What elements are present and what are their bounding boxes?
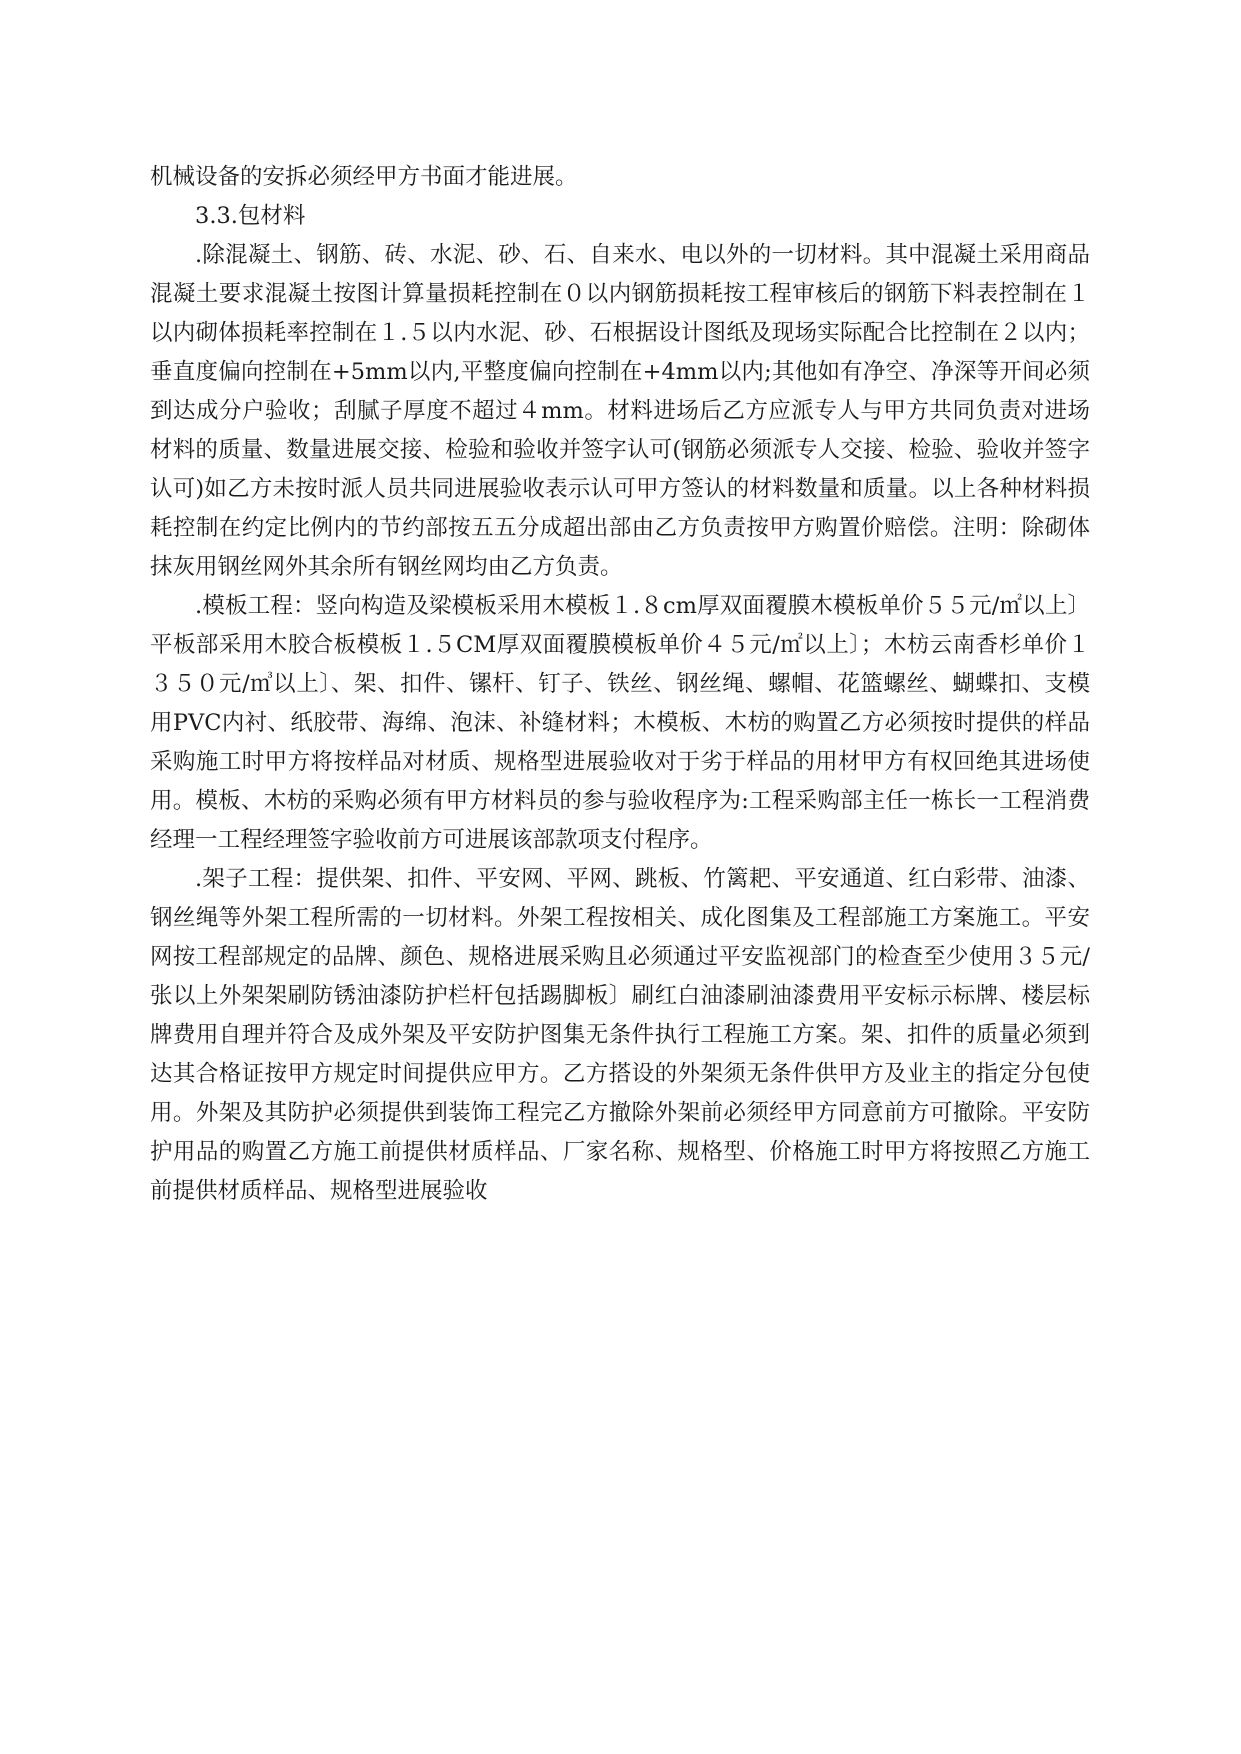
- section-heading: 3.3.包材料: [195, 203, 306, 229]
- paragraph-formwork: .模板工程：竖向构造及梁模板采用木模板１.８cm厚双面覆膜木模板单价５５元/㎡以上〕平板部采用木胶合板模板１.５CM厚双面覆膜模板单价４５元/㎡以上〕；木枋云南香杉单价１３５０元/㎥以上〕、架、扣件、镙杆、钉子、铁丝、钢丝绳、螺帽、花篮螺丝、蝴蝶扣、支模用PVC内衬、纸胶带、海绵、泡沫、补缝材料；木模板、木枋的购置乙方必须按时提供的样品采购施工时甲方将按样品对材质、规格型进展验收对于劣于样品的用材甲方有权回绝其进场使用。模板、木枋的采购必须有甲方材料员的参与验收程序为:工程采购部主任一栋长一工程消费经理一工程经理签字验收前方可进展该部款项支付程序。: [150, 593, 1090, 853]
- document-body: [150, 158, 1090, 1211]
- paragraph-materials: .除混凝土、钢筋、砖、水泥、砂、石、自来水、电以外的一切材料。其中混凝土采用商品混凝土要求混凝土按图计算量损耗控制在０以内钢筋损耗按工程审核后的钢筋下料表控制在１以内砌体损耗率控制在１.５以内水泥、砂、石根据设计图纸及现场实际配合比控制在２以内；垂直度偏向控制在+5mm以内,平整度偏向控制在+4mm以内;其他如有净空、净深等开间必须到达成分户验收；刮腻子厚度不超过４mm。材料进场后乙方应派专人与甲方共同负责对进场材料的质量、数量进展交接、检验和验收并签字认可(钢筋必须派专人交接、检验、验收并签字认可)如乙方未按时派人员共同进展验收表示认可甲方签认的材料数量和质量。以上各种材料损耗控制在约定比例内的节约部按五五分成超出部由乙方负责按甲方购置价赔偿。注明：除砌体抹灰用钢丝网外其余所有钢丝网均由乙方负责。: [150, 242, 1090, 580]
- paragraph-scaffolding: .架子工程：提供架、扣件、平安网、平网、跳板、竹篱耙、平安通道、红白彩带、油漆、钢丝绳等外架工程所需的一切材料。外架工程按相关、成化图集及工程部施工方案施工。平安网按工程部规定的品牌、颜色、规格进展采购且必须通过平安监视部门的检查至少使用３５元/张以上外架架刷防锈油漆防护栏杆包括踢脚板〕刷红白油漆刷油漆费用平安标示标牌、楼层标牌费用自理并符合及成外架及平安防护图集无条件执行工程施工方案。架、扣件的质量必须到达其合格证按甲方规定时间提供应甲方。乙方搭设的外架须无条件供甲方及业主的指定分包使用。外架及其防护必须提供到装饰工程完乙方撤除外架前必须经甲方同意前方可撤除。平安防护用品的购置乙方施工前提供材质样品、厂家名称、规格型、价格施工时甲方将按照乙方施工前提供材质样品、规格型进展验收: [150, 866, 1090, 1204]
- continuation-text: 机械设备的安拆必须经甲方书面才能进展。: [150, 164, 578, 190]
